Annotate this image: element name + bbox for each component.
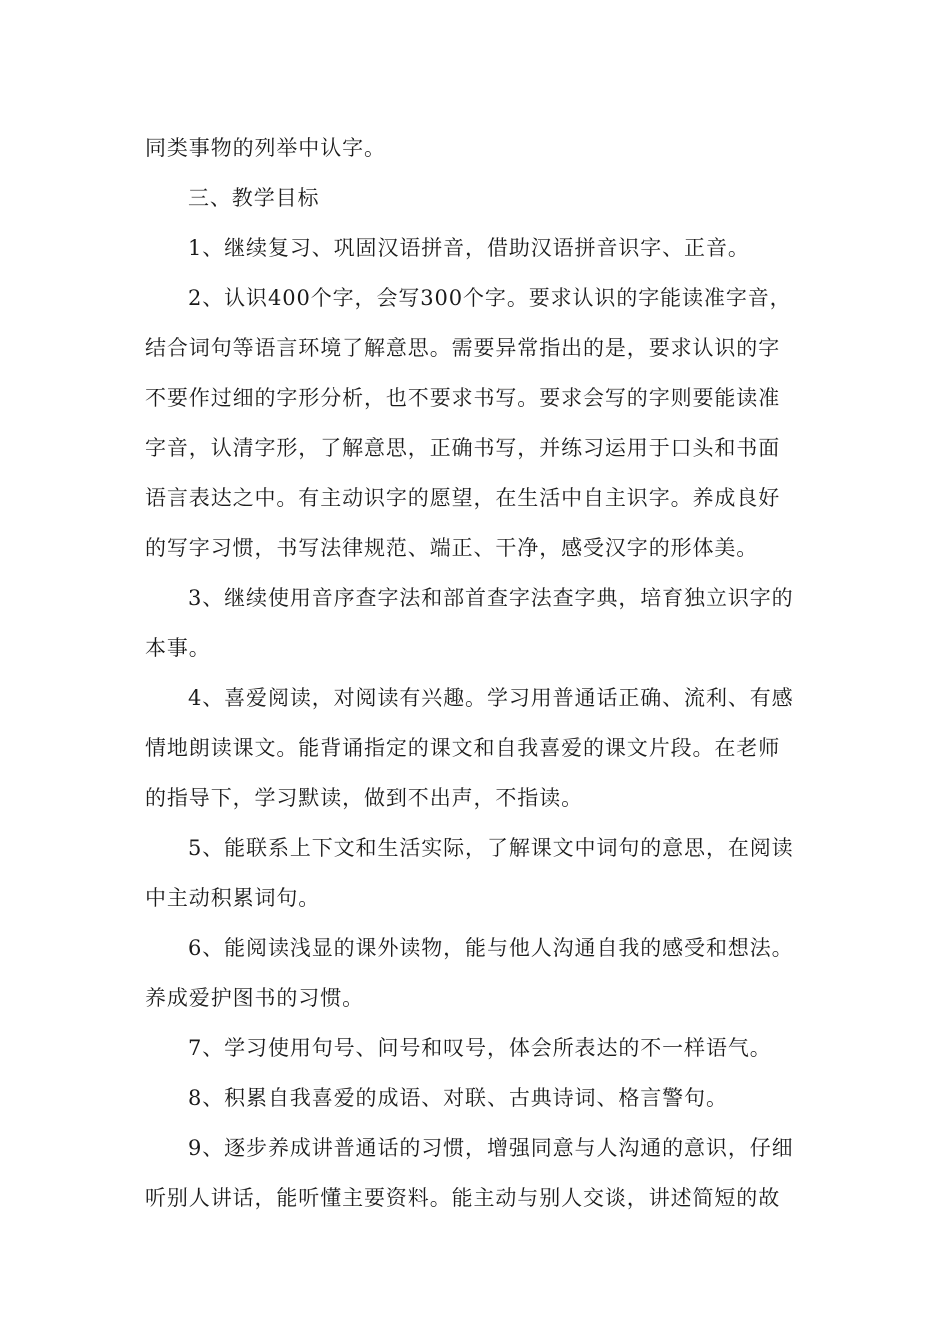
text-line: 4、喜爱阅读，对阅读有兴趣。学习用普通话正确、流利、有感	[188, 686, 794, 710]
text-line: 3、继续使用音序查字法和部首查字法查字典，培育独立识字的	[188, 586, 794, 610]
text-line: 7、学习使用句号、问号和叹号，体会所表达的不一样语气。	[188, 1036, 772, 1060]
text-line: 同类事物的列举中认字。	[145, 136, 386, 160]
text-line: 9、逐步养成讲普通话的习惯，增强同意与人沟通的意识，仔细	[188, 1136, 794, 1160]
text-line: 本事。	[145, 636, 211, 660]
text-line: 5、能联系上下文和生活实际，了解课文中词句的意思，在阅读	[188, 836, 794, 860]
text-line: 语言表达之中。有主动识字的愿望，在生活中自主识字。养成良好	[145, 486, 781, 510]
text-line: 8、积累自我喜爱的成语、对联、古典诗词、格言警句。	[188, 1086, 728, 1110]
text-line: 听别人讲话，能听懂主要资料。能主动与别人交谈，讲述简短的故	[145, 1186, 781, 1210]
text-line: 不要作过细的字形分析，也不要求书写。要求会写的字则要能读准	[145, 386, 781, 410]
text-line: 2、认识400个字，会写300个字。要求认识的字能读准字音，	[188, 286, 792, 310]
text-line: 结合词句等语言环境了解意思。需要异常指出的是，要求认识的字	[145, 336, 781, 360]
text-line: 1、继续复习、巩固汉语拼音，借助汉语拼音识字、正音。	[188, 236, 750, 260]
text-line: 字音，认清字形，了解意思，正确书写，并练习运用于口头和书面	[145, 436, 781, 460]
text-line: 养成爱护图书的习惯。	[145, 986, 364, 1010]
section-heading: 三、教学目标	[188, 186, 320, 210]
text-line: 中主动积累词句。	[145, 886, 321, 910]
text-line: 的指导下，学习默读，做到不出声，不指读。	[145, 786, 583, 810]
text-line: 情地朗读课文。能背诵指定的课文和自我喜爱的课文片段。在老师	[145, 736, 781, 760]
text-line: 的写字习惯，书写法律规范、端正、干净，感受汉字的形体美。	[145, 536, 759, 560]
text-line: 6、能阅读浅显的课外读物，能与他人沟通自我的感受和想法。	[188, 936, 794, 960]
